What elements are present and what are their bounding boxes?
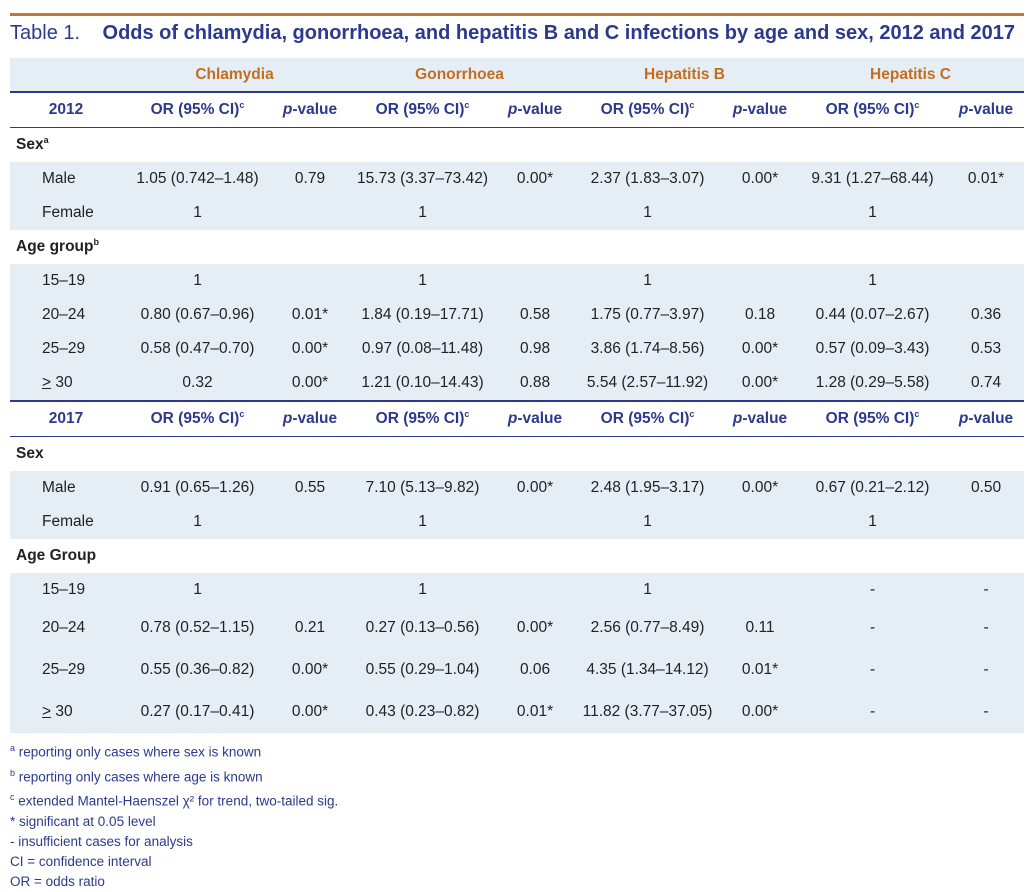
- gonorrhoea-p-cell: 0.00*: [498, 607, 572, 649]
- gonorrhoea-p-cell: 0.06: [498, 649, 572, 691]
- footnote-mark: c: [10, 792, 15, 802]
- gonorrhoea-p-cell: [498, 264, 572, 298]
- or-superscript: c: [914, 100, 920, 111]
- gonorrhoea-p-cell: [498, 573, 572, 607]
- group-header-chlamydia: Chlamydia: [122, 58, 347, 92]
- hepatitis-c-or-cell: 0.44 (0.07–2.67): [797, 298, 948, 332]
- hepatitis-b-or-cell: 1: [572, 573, 723, 607]
- chlamydia-or-cell: 0.58 (0.47–0.70): [122, 332, 273, 366]
- age-section-2017-label: Age Group: [16, 547, 97, 564]
- chlamydia-or-cell: 1: [122, 196, 273, 230]
- empty-cell: [498, 539, 572, 573]
- empty-cell: [948, 128, 1024, 163]
- hepatitis-c-or-cell: -: [797, 649, 948, 691]
- year-label: 2017: [10, 401, 122, 437]
- hepatitis-c-p-cell: 0.01*: [948, 162, 1024, 196]
- hepatitis-c-or-cell: 1.28 (0.29–5.58): [797, 366, 948, 401]
- p-value-column-header: p-value: [723, 401, 797, 437]
- footnote-line: $^a$ reporting only cases where sex is known: [10, 743, 262, 760]
- empty-cell: [572, 230, 723, 264]
- chlamydia-p-cell: 0.00*: [273, 691, 347, 733]
- empty-cell: [498, 128, 572, 163]
- hepatitis-c-p-cell: 0.36: [948, 298, 1024, 332]
- hepatitis-b-p-cell: 0.00*: [723, 366, 797, 401]
- hepatitis-c-p-cell: 0.53: [948, 332, 1024, 366]
- empty-cell: [347, 230, 498, 264]
- data-row: [10, 649, 1024, 691]
- gonorrhoea-p-cell: 0.00*: [498, 162, 572, 196]
- empty-cell: [347, 128, 498, 163]
- hepatitis-c-or-cell: -: [797, 573, 948, 607]
- empty-cell: [122, 128, 273, 163]
- hepatitis-b-or-cell: 2.37 (1.83–3.07): [572, 162, 723, 196]
- empty-cell: [122, 539, 273, 573]
- empty-cell: [498, 437, 572, 472]
- hepatitis-c-or-cell: 1: [797, 196, 948, 230]
- table-number: Table 1.: [10, 22, 81, 44]
- hepatitis-c-p-cell: [948, 196, 1024, 230]
- or-column-header: OR (95% CI)$^c$: [572, 401, 723, 437]
- p-italic: p: [282, 410, 293, 427]
- hepatitis-c-p-cell: -: [948, 573, 1024, 607]
- footnote-line: * significant at 0.05 level: [10, 813, 156, 829]
- top-rule: [10, 13, 1024, 16]
- gonorrhoea-or-cell: 0.55 (0.29–1.04): [347, 649, 498, 691]
- empty-cell: [273, 437, 347, 472]
- hepatitis-c-or-cell: -: [797, 691, 948, 733]
- age-section-2012-superscript: b: [93, 237, 99, 248]
- p-value-column-header: p-value: [723, 92, 797, 128]
- group-header-hepatitis-b: Hepatitis B: [572, 58, 797, 92]
- data-row: [10, 298, 1024, 332]
- hepatitis-b-p-cell: [723, 505, 797, 539]
- row-label: 15–19: [10, 264, 122, 298]
- empty-cell: [347, 539, 498, 573]
- gonorrhoea-p-cell: 0.00*: [498, 471, 572, 505]
- p-italic: p: [507, 410, 518, 427]
- hepatitis-c-p-cell: -: [948, 649, 1024, 691]
- empty-cell: [797, 437, 948, 472]
- footnote-mark: a: [10, 743, 16, 753]
- age-section-2012-label: Age group$^b$: [16, 237, 99, 256]
- data-row: [10, 162, 1024, 196]
- hepatitis-c-or-cell: 1: [797, 264, 948, 298]
- empty-cell: [122, 437, 273, 472]
- gonorrhoea-or-cell: 15.73 (3.37–73.42): [347, 162, 498, 196]
- footnote-line: CI = confidence interval: [10, 853, 152, 869]
- or-superscript: c: [689, 409, 695, 420]
- empty-cell: [572, 128, 723, 163]
- chlamydia-p-cell: [273, 573, 347, 607]
- chlamydia-p-cell: 0.00*: [273, 332, 347, 366]
- row-label: Male: [10, 471, 122, 505]
- empty-cell: [797, 230, 948, 264]
- data-row: [10, 607, 1024, 649]
- or-superscript: c: [689, 100, 695, 111]
- chlamydia-or-cell: 1: [122, 573, 273, 607]
- data-row: [10, 196, 1024, 230]
- empty-cell: [948, 437, 1024, 472]
- sex-section-2017-label: Sex: [16, 445, 44, 462]
- gonorrhoea-or-cell: 1: [347, 196, 498, 230]
- or-column-header: OR (95% CI)$^c$: [797, 401, 948, 437]
- gonorrhoea-p-cell: 0.98: [498, 332, 572, 366]
- hepatitis-b-or-cell: 1.75 (0.77–3.97): [572, 298, 723, 332]
- chlamydia-or-cell: 0.27 (0.17–0.41): [122, 691, 273, 733]
- p-value-column-header: p-value: [498, 401, 572, 437]
- data-row: [10, 471, 1024, 505]
- empty-cell: [273, 128, 347, 163]
- hepatitis-c-p-cell: 0.74: [948, 366, 1024, 401]
- row-label: 20–24: [10, 298, 122, 332]
- hepatitis-b-p-cell: [723, 196, 797, 230]
- gonorrhoea-or-cell: 0.97 (0.08–11.48): [347, 332, 498, 366]
- data-row: [10, 505, 1024, 539]
- row-label: Female: [10, 196, 122, 230]
- sex-section-2012-label: Sex$^a$: [16, 135, 49, 154]
- chlamydia-p-cell: 0.21: [273, 607, 347, 649]
- chlamydia-or-cell: 0.78 (0.52–1.15): [122, 607, 273, 649]
- chlamydia-or-cell: 0.91 (0.65–1.26): [122, 471, 273, 505]
- hepatitis-b-p-cell: [723, 264, 797, 298]
- chlamydia-or-cell: 0.80 (0.67–0.96): [122, 298, 273, 332]
- chlamydia-p-cell: 0.55: [273, 471, 347, 505]
- hepatitis-b-p-cell: 0.01*: [723, 649, 797, 691]
- footnote-line: $^c$ extended Mantel-Haenszel χ² for trend, two-tailed sig.: [10, 792, 339, 809]
- row-label: > 30: [10, 366, 122, 401]
- row-label: 20–24: [10, 607, 122, 649]
- hepatitis-b-p-cell: 0.00*: [723, 332, 797, 366]
- age-section-2012: [10, 230, 1024, 264]
- sex-section-2012-superscript: a: [43, 135, 49, 146]
- data-row: [10, 264, 1024, 298]
- gonorrhoea-p-cell: 0.88: [498, 366, 572, 401]
- chlamydia-or-cell: 1: [122, 264, 273, 298]
- chlamydia-or-cell: 1: [122, 505, 273, 539]
- p-value-column-header: p-value: [273, 92, 347, 128]
- table-caption: Odds of chlamydia, gonorrhoea, and hepatitis B and C infections by age and sex, 2012 and 2017: [102, 22, 1015, 44]
- empty-cell: [797, 128, 948, 163]
- or-column-header: OR (95% CI)$^c$: [347, 401, 498, 437]
- footnote-line: OR = odds ratio: [10, 873, 105, 889]
- empty-cell: [273, 539, 347, 573]
- hepatitis-c-or-cell: 9.31 (1.27–68.44): [797, 162, 948, 196]
- footnote-line: $^b$ reporting only cases where age is known: [10, 767, 263, 784]
- empty-cell: [797, 539, 948, 573]
- hepatitis-c-p-cell: [948, 505, 1024, 539]
- odds-table: [10, 58, 1024, 733]
- empty-cell: [122, 230, 273, 264]
- gonorrhoea-or-cell: 0.27 (0.13–0.56): [347, 607, 498, 649]
- empty-cell: [572, 539, 723, 573]
- table-title: [10, 22, 1024, 45]
- chlamydia-or-cell: 0.32: [122, 366, 273, 401]
- chlamydia-p-cell: [273, 196, 347, 230]
- year-header-2017: [10, 401, 1024, 437]
- row-label: 25–29: [10, 649, 122, 691]
- or-superscript: c: [239, 100, 245, 111]
- empty-cell: [948, 539, 1024, 573]
- hepatitis-c-or-cell: 0.57 (0.09–3.43): [797, 332, 948, 366]
- or-superscript: c: [239, 409, 245, 420]
- empty-cell: [723, 230, 797, 264]
- gonorrhoea-p-cell: [498, 505, 572, 539]
- group-header-hepatitis-c: Hepatitis C: [797, 58, 1024, 92]
- or-column-header: OR (95% CI)$^c$: [122, 92, 273, 128]
- footnotes: [10, 738, 338, 892]
- geq-symbol: >: [42, 703, 52, 720]
- p-value-column-header: p-value: [948, 401, 1024, 437]
- chlamydia-or-cell: 1.05 (0.742–1.48): [122, 162, 273, 196]
- p-italic: p: [958, 101, 969, 118]
- hepatitis-c-p-cell: -: [948, 691, 1024, 733]
- gonorrhoea-or-cell: 1: [347, 264, 498, 298]
- empty-cell: [723, 539, 797, 573]
- hepatitis-b-or-cell: 5.54 (2.57–11.92): [572, 366, 723, 401]
- hepatitis-b-p-cell: 0.18: [723, 298, 797, 332]
- hepatitis-b-p-cell: [723, 573, 797, 607]
- group-header-row: [10, 58, 1024, 92]
- gonorrhoea-or-cell: 7.10 (5.13–9.82): [347, 471, 498, 505]
- or-column-header: OR (95% CI)$^c$: [572, 92, 723, 128]
- year-header-2012: [10, 92, 1024, 128]
- row-label: 15–19: [10, 573, 122, 607]
- gonorrhoea-p-cell: [498, 196, 572, 230]
- gonorrhoea-or-cell: 1: [347, 505, 498, 539]
- chlamydia-p-cell: [273, 505, 347, 539]
- hepatitis-b-p-cell: 0.00*: [723, 691, 797, 733]
- hepatitis-b-p-cell: 0.00*: [723, 162, 797, 196]
- chlamydia-p-cell: 0.00*: [273, 649, 347, 691]
- hepatitis-c-or-cell: 1: [797, 505, 948, 539]
- or-superscript: c: [914, 409, 920, 420]
- chlamydia-p-cell: 0.79: [273, 162, 347, 196]
- hepatitis-b-or-cell: 1: [572, 505, 723, 539]
- or-column-header: OR (95% CI)$^c$: [122, 401, 273, 437]
- group-header-gonorrhoea: Gonorrhoea: [347, 58, 572, 92]
- p-value-column-header: p-value: [948, 92, 1024, 128]
- hepatitis-c-p-cell: 0.50: [948, 471, 1024, 505]
- sex-section-2017: [10, 437, 1024, 472]
- data-row: [10, 366, 1024, 401]
- year-label: 2012: [10, 92, 122, 128]
- p-italic: p: [732, 410, 743, 427]
- data-row: [10, 332, 1024, 366]
- empty-cell: [948, 230, 1024, 264]
- empty-cell: [572, 437, 723, 472]
- gonorrhoea-p-cell: 0.01*: [498, 691, 572, 733]
- p-italic: p: [282, 101, 293, 118]
- hepatitis-b-or-cell: 11.82 (3.77–37.05): [572, 691, 723, 733]
- geq-symbol: >: [42, 374, 52, 391]
- data-row: [10, 573, 1024, 607]
- row-label: Female: [10, 505, 122, 539]
- chlamydia-p-cell: 0.01*: [273, 298, 347, 332]
- hepatitis-b-p-cell: 0.00*: [723, 471, 797, 505]
- hepatitis-b-or-cell: 2.56 (0.77–8.49): [572, 607, 723, 649]
- gonorrhoea-or-cell: 1.21 (0.10–14.43): [347, 366, 498, 401]
- row-label: 25–29: [10, 332, 122, 366]
- sex-section-2012: [10, 128, 1024, 163]
- footnote-line: - insufficient cases for analysis: [10, 833, 193, 849]
- data-row: [10, 691, 1024, 733]
- chlamydia-p-cell: 0.00*: [273, 366, 347, 401]
- hepatitis-b-or-cell: 3.86 (1.74–8.56): [572, 332, 723, 366]
- hepatitis-c-p-cell: [948, 264, 1024, 298]
- or-superscript: c: [464, 100, 470, 111]
- p-value-column-header: p-value: [273, 401, 347, 437]
- hepatitis-b-or-cell: 1: [572, 264, 723, 298]
- hepatitis-b-or-cell: 1: [572, 196, 723, 230]
- footnote-mark: b: [10, 767, 16, 778]
- hepatitis-c-p-cell: -: [948, 607, 1024, 649]
- chlamydia-or-cell: 0.55 (0.36–0.82): [122, 649, 273, 691]
- row-label: Male: [10, 162, 122, 196]
- or-column-header: OR (95% CI)$^c$: [347, 92, 498, 128]
- gonorrhoea-or-cell: 0.43 (0.23–0.82): [347, 691, 498, 733]
- p-value-column-header: p-value: [498, 92, 572, 128]
- or-column-header: OR (95% CI)$^c$: [797, 92, 948, 128]
- gonorrhoea-or-cell: 1: [347, 573, 498, 607]
- gonorrhoea-or-cell: 1.84 (0.19–17.71): [347, 298, 498, 332]
- hepatitis-c-or-cell: 0.67 (0.21–2.12): [797, 471, 948, 505]
- p-italic: p: [958, 410, 969, 427]
- hepatitis-b-or-cell: 4.35 (1.34–14.12): [572, 649, 723, 691]
- empty-cell: [498, 230, 572, 264]
- or-superscript: c: [464, 409, 470, 420]
- empty-cell: [723, 437, 797, 472]
- row-label: > 30: [10, 691, 122, 733]
- chlamydia-p-cell: [273, 264, 347, 298]
- age-section-2017: [10, 539, 1024, 573]
- hepatitis-b-p-cell: 0.11: [723, 607, 797, 649]
- header-empty-cell: [10, 58, 122, 92]
- p-italic: p: [732, 101, 743, 118]
- empty-cell: [723, 128, 797, 163]
- hepatitis-c-or-cell: -: [797, 607, 948, 649]
- hepatitis-b-or-cell: 2.48 (1.95–3.17): [572, 471, 723, 505]
- p-italic: p: [507, 101, 518, 118]
- empty-cell: [347, 437, 498, 472]
- empty-cell: [273, 230, 347, 264]
- gonorrhoea-p-cell: 0.58: [498, 298, 572, 332]
